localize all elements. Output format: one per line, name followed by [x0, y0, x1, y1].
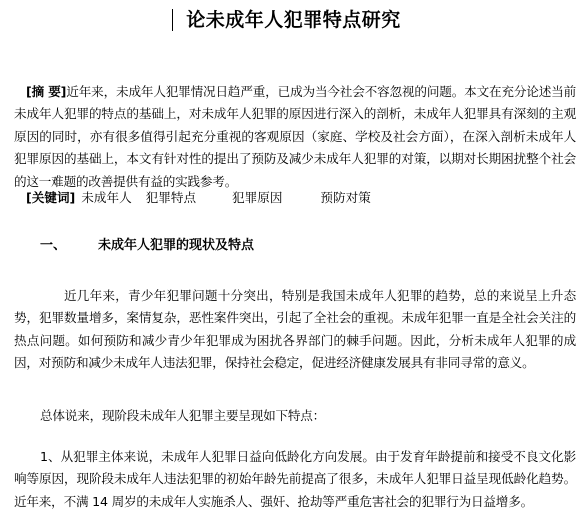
keywords-line[interactable]: [26, 188, 371, 208]
keywords-label: [关键词]: [26, 190, 76, 205]
body-paragraph[interactable]: 近几年来，青少年犯罪问题十分突出，特别是我国未成年人犯罪的趋势，总的来说呈上升态势，犯罪数量增多，案情复杂，恶性案件突出，引起了全社会的重视。未成年犯罪一直是全社会关注的热点问题。如何预防和减少青少年犯罪成为困扰各界部门的棘手问题。因此，分析未成年人犯罪的成因，对预防和减少未成年人违法犯罪，保持社会稳定，促进经济健康发展具有非同寻常的意义。: [14, 288, 576, 371]
section-heading[interactable]: [40, 236, 254, 256]
abstract-label: [摘 要]: [26, 84, 67, 99]
keyword-item: 犯罪特点: [145, 190, 197, 205]
abstract-paragraph[interactable]: [14, 81, 576, 193]
section-title: 未成年人犯罪的现状及特点: [98, 238, 255, 253]
body-paragraph[interactable]: 总体说来，现阶段未成年人犯罪主要呈现如下特点：: [40, 408, 326, 423]
abstract-text: 近年来，未成年人犯罪情况日趋严重，已成为当今社会不容忽视的问题。本文在充分论述当前未成年人犯罪的特点的基础上，对未成年人犯罪的原因进行深入的剖析，未成年人犯罪具有深刻的主观原因的同时，亦有很多值得引起充分重视的客观原因（家庭、学校及社会方面），在深入剖析未成年人犯罪原因的基础上，本文有针对性的提出了预防及减少未成年人犯罪的对策，以期对长期困扰整个社会的这一难题的改善提供有益的实践参考。: [14, 84, 576, 189]
keyword-item: 犯罪原因: [232, 190, 283, 205]
keyword-item: 未成年人: [81, 190, 132, 205]
body-paragraph[interactable]: 1、从犯罪主体来说，未成年人犯罪日益向低龄化方向发展。由于发育年龄提前和接受不良文化影响等原因，现阶段未成年人违法犯罪的初始年龄先前提高了很多，未成年人犯罪日益呈现低龄化趋势。近年来，不满 14 周岁的未成年人实施杀人、强奸、抢劫等严重危害社会的犯罪行为日益增多。: [14, 449, 576, 509]
section-number: 一、: [40, 238, 67, 253]
document-title[interactable]: 论未成年人犯罪特点研究: [186, 9, 401, 31]
keyword-item: 预防对策: [320, 190, 371, 205]
